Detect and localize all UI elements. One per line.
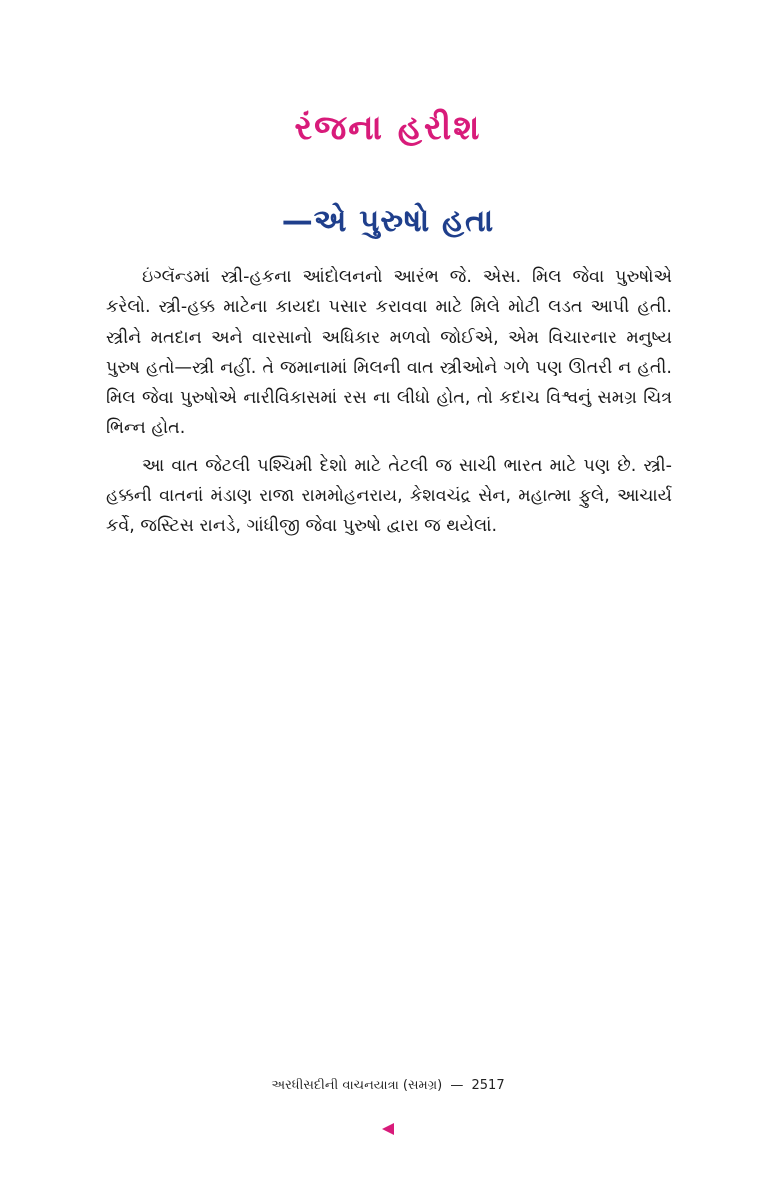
footer-book-title: અરધીસદીની વાચનયાત્રા (સમગ્ર): [271, 1078, 443, 1093]
article-title: —એ પુરુષો હતા: [281, 203, 495, 239]
paragraph: આ વાત જેટલી પશ્ચિમી દેશો માટે તેટલી જ સાચી ભારત માટે પણ છે. સ્ત્રી-હક્કની વાતનાં મંડાણ રાજા રામમોહનરાય, કેશવચંદ્ર સેન, મહાત્મા ફુલે, આચાર્ય કર્વે, જસ્ટિસ રાનડે, ગાંધીજી જેવા પુરુષો દ્વારા જ થયેલાં.: [106, 455, 672, 537]
footer-separator: —: [450, 1078, 464, 1093]
page-footer: [0, 1078, 776, 1093]
footer-page-number: 2517: [471, 1078, 505, 1093]
paragraph: ઇંગ્લૅન્ડમાં સ્ત્રી-હકના આંદોલનનો આરંભ જે. એસ. મિલ જેવા પુરુષોએ કરેલો. સ્ત્રી-હક્ક માટેના કાયદા પસાર કરાવવા માટે મિલે મોટી લડત આપી હતી. સ્ત્રીને મતદાન અને વારસાનો અધિકાર મળવો જોઈએ, એમ વિચારનાર મનુષ્ય પુરુષ હતો—સ્ત્રી નહીં. તે જમાનામાં મિલની વાત સ્ત્રીઓને ગળે પણ ઊતરી ન હતી. મિલ જેવા પુરુષોએ નારીવિકાસમાં રસ ના લીધો હોત, તો કદાચ વિશ્વનું સમગ્ર ચિત્ર ભિન્ન હોત.: [106, 267, 672, 439]
author-name: રંજના હરીશ: [294, 108, 482, 148]
triangle-left-icon: [380, 1121, 396, 1137]
article-body: [106, 262, 672, 549]
previous-page-button[interactable]: [380, 1121, 396, 1137]
